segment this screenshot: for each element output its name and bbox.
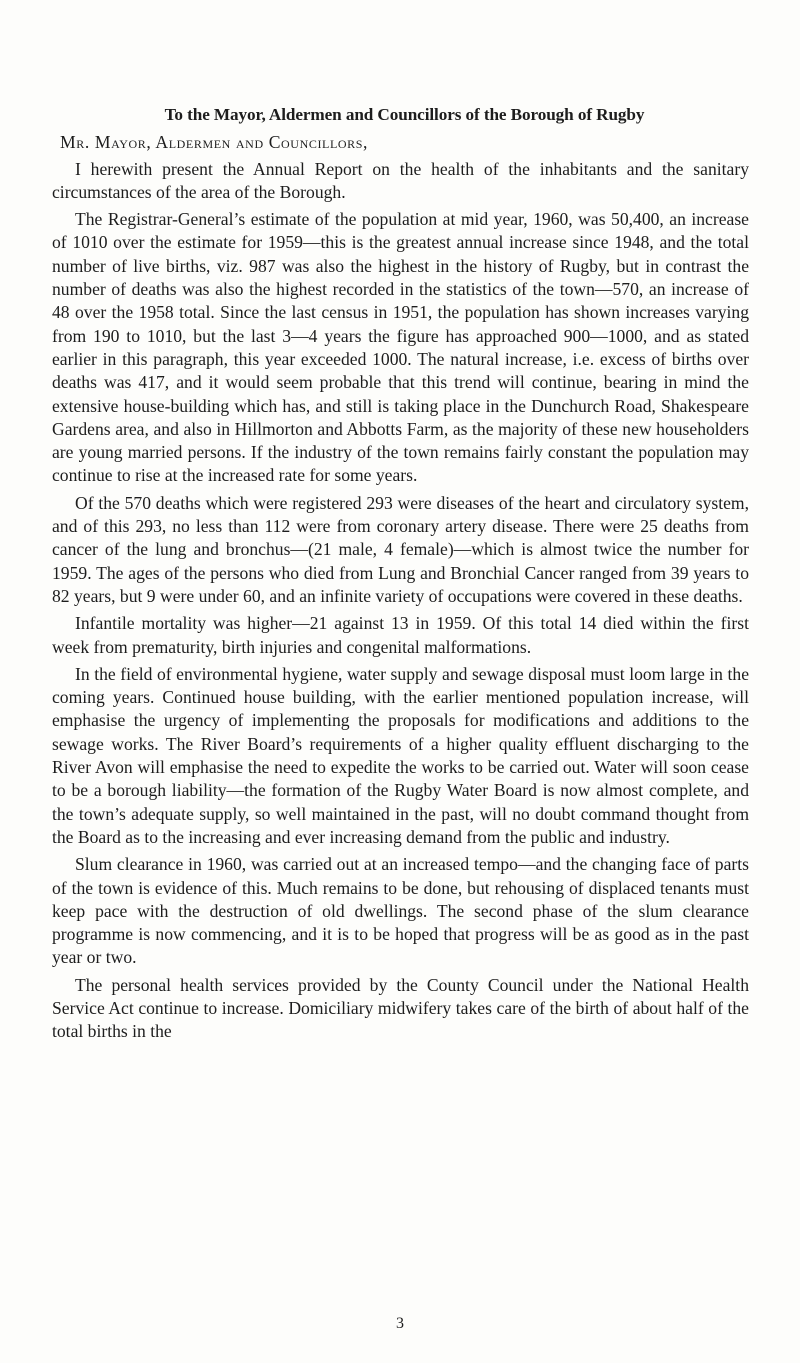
paragraph-population: The Registrar-General’s estimate of the population at mid year, 1960, was 50,400, an increase of 1010 over the estimate for 1959—this is the greatest annual increase since 1948, and the total number of live births, viz. 987 was also the highest in the history of Rugby, but in contrast the number of deaths was also the highest recorded in the statistics of the town—570, an increase of 48 over the 1958 total. Since the last census in 1951, the population has shown increases varying from 190 to 1010, but the last 3—4 years the figure has approached 900—1000, and as stated earlier in this paragraph, this year exceeded 1000. The natural increase, i.e. excess of births over deaths was 417, and it would seem probable that this trend will continue, bearing in mind the extensive house-building which has, and still is taking place in the Dunchurch Road, Shakespeare Gardens area, and also in Hillmorton and Abbotts Farm, as the majority of these new householders are young married persons. If the industry of the town remains fairly constant the population may continue to rise at the increased rate for some years.	[52, 209, 749, 486]
paragraph-intro: I herewith present the Annual Report on the health of the inhabitants and the sanitary circumstances of the area of the Borough.	[52, 158, 749, 202]
paragraph-personal-health: The personal health services provided by the County Council under the National Health Service Act continue to increase. Domiciliary midwifery takes care of the birth of about half of the total births in the	[52, 974, 749, 1042]
paragraph-slum-clearance: Slum clearance in 1960, was carried out at an increased tempo—and the changing face of parts of the town is evidence of this. Much remains to be done, but rehousing of displaced tenants must keep pace with the destruction of old dwellings. The second phase of the slum clearance programme is now commencing, and it is to be hoped that progress will be as good as in the past year or two.	[52, 854, 749, 968]
paragraph-infantile-mortality: Infantile mortality was higher—21 against 13 in 1959. Of this total 14 died within the first week from prematurity, birth injuries and congenital malformations.	[52, 613, 749, 657]
paragraph-deaths: Of the 570 deaths which were registered 293 were diseases of the heart and circulatory system, and of this 293, no less than 112 were from coronary artery disease. There were 25 deaths from cancer of the lung and bronchus—(21 male, 4 female)—which is almost twice the number for 1959. The ages of the persons who died from Lung and Bronchial Cancer ranged from 39 years to 82 years, but 9 were under 60, and an infinite variety of occupations were covered in these deaths.	[52, 492, 749, 606]
page-number: 3	[396, 1315, 404, 1332]
paragraph-environmental-hygiene: In the field of environmental hygiene, water supply and sewage disposal must loom large in the coming years. Continued house building, with the earlier mentioned population increase, will emphasise the urgency of implementing the proposals for modifications and additions to the sewage works. The River Board’s requirements of a higher quality effluent discharging to the River Avon will emphasise the need to expedite the works to be carried out. Water will soon cease to be a borough liability—the formation of the Rugby Water Board is now almost complete, and the town’s adequate supply, so well maintained in the past, will no doubt command thought from the Board as to the increasing and ever increasing demand from the public and industry.	[52, 663, 749, 847]
salutation: Mr. Mayor, Aldermen and Councillors,	[60, 132, 369, 153]
document-title: To the Mayor, Aldermen and Councillors of the Borough of Rugby	[164, 105, 645, 124]
document-page	[52, 103, 749, 1048]
